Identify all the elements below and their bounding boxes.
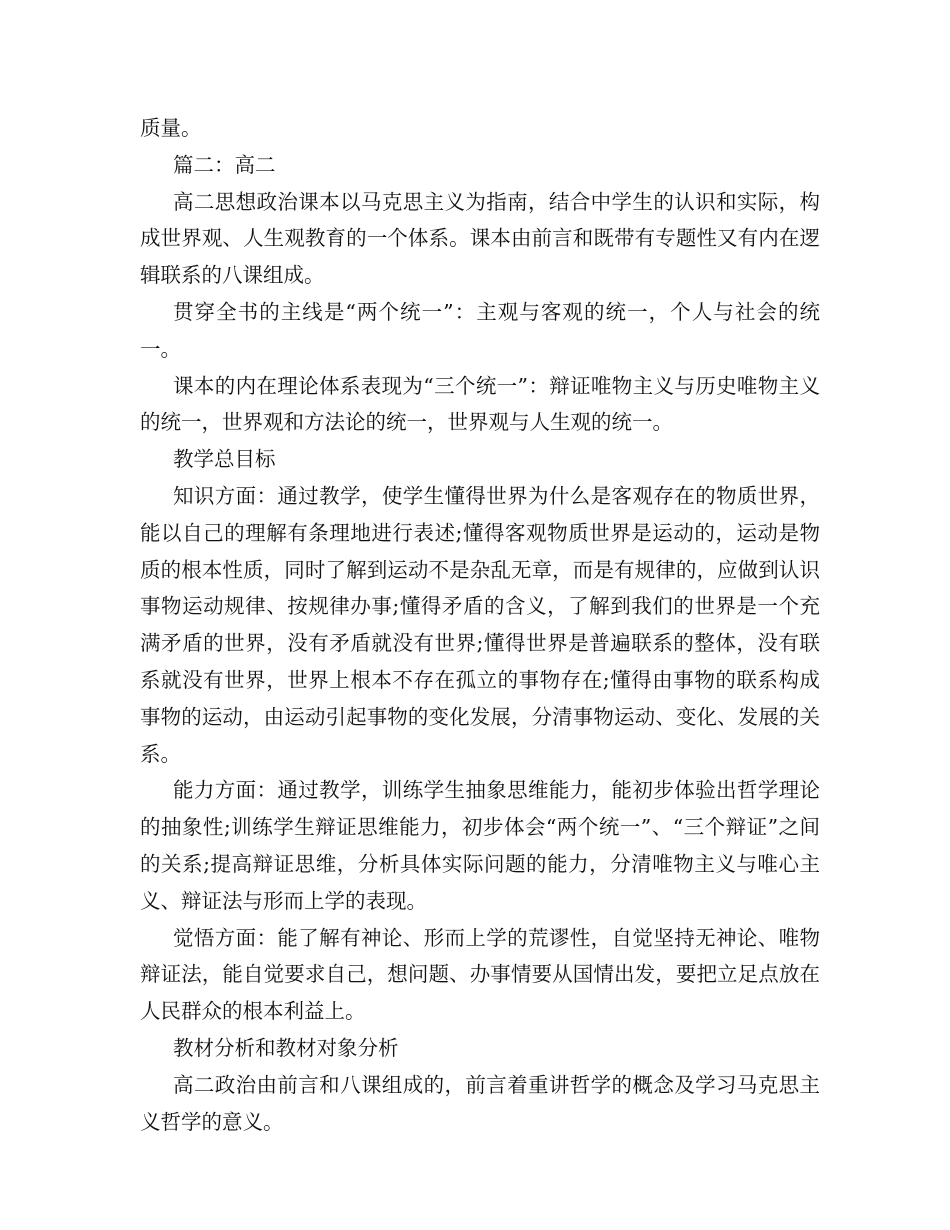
paragraph-ability-aspect: 能力方面：通过教学，训练学生抽象思维能力，能初步体验出哲学理论的抽象性;训练学生辩证思维能力，初步体会“两个统一”、“三个辩证”之间的关系;提高辩证思维，分析具体实际问题的能力，分清唯物主义与唯心主义、辩证法与形而上学的表现。 bbox=[140, 778, 820, 913]
paragraph-main-thread: 贯穿全书的主线是“两个统一”：主观与客观的统一，个人与社会的统一。 bbox=[140, 299, 820, 361]
paragraph-theory-system: 课本的内在理论体系表现为“三个统一”：辩证唯物主义与历史唯物主义的统一，世界观和方法论的统一，世界观与人生观的统一。 bbox=[140, 373, 820, 435]
section-heading-part-two: 篇二：高二 bbox=[173, 152, 276, 177]
paragraph-textbook-overview: 高二思想政治课本以马克思主义为指南，结合中学生的认识和实际，构成世界观、人生观教育的一个体系。课本由前言和既带有专题性又有内在逻辑联系的八课组成。 bbox=[140, 189, 820, 288]
section-heading-material-analysis: 教材分析和教材对象分析 bbox=[173, 1035, 399, 1060]
section-heading-teaching-goals: 教学总目标 bbox=[173, 447, 276, 472]
paragraph-continuation: 质量。 bbox=[140, 116, 202, 140]
paragraph-knowledge-aspect: 知识方面：通过教学，使学生懂得世界为什么是客观存在的物质世界，能以自己的理解有条理地进行表述;懂得客观物质世界是运动的，运动是物质的根本性质，同时了解到运动不是杂乱无章，而是有规律的，应做到认识事物运动规律、按规律办事;懂得矛盾的含义，了解到我们的世界是一个充满矛盾的世界，没有矛盾就没有世界;懂得世界是普遍联系的整体，没有联系就没有世界，世界上根本不存在孤立的事物存在;懂得由事物的联系构成事物的运动，由运动引起事物的变化发展，分清事物运动、变化、发展的关系。 bbox=[140, 483, 820, 766]
document-body bbox=[140, 110, 820, 1140]
paragraph-awareness-aspect: 觉悟方面：能了解有神论、形而上学的荒谬性，自觉坚持无神论、唯物辩证法，能自觉要求自己，想问题、办事情要从国情出发，要把立足点放在人民群众的根本利益上。 bbox=[140, 925, 820, 1024]
paragraph-material-composition: 高二政治由前言和八课组成的，前言着重讲哲学的概念及学习马克思主义哲学的意义。 bbox=[140, 1072, 820, 1134]
